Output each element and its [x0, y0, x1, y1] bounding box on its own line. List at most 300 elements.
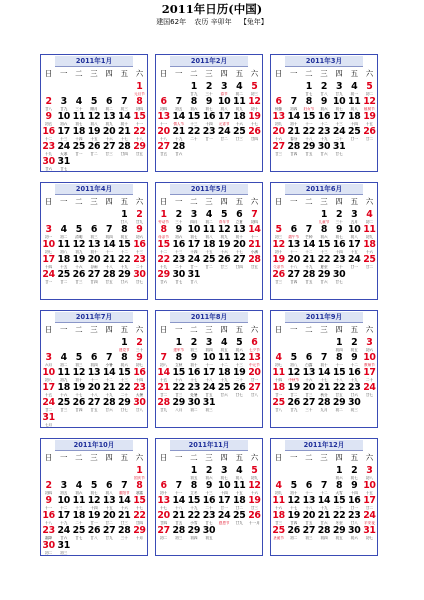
day-cell[interactable]	[286, 255, 301, 270]
day-cell[interactable]	[301, 368, 316, 383]
day-cell[interactable]	[102, 353, 117, 368]
day-cell[interactable]	[247, 481, 262, 496]
day-cell[interactable]	[217, 481, 232, 496]
day-cell[interactable]	[156, 142, 171, 157]
day-cell[interactable]	[217, 225, 232, 240]
day-cell[interactable]	[132, 97, 147, 112]
day-cell[interactable]	[232, 481, 247, 496]
day-cell[interactable]	[171, 112, 186, 127]
day-cell[interactable]	[102, 511, 117, 526]
day-cell[interactable]	[347, 368, 362, 383]
day-cell[interactable]	[117, 225, 132, 240]
day-cell[interactable]	[286, 383, 301, 398]
day-cell[interactable]	[71, 255, 86, 270]
day-cell[interactable]	[156, 97, 171, 112]
day-cell[interactable]	[171, 225, 186, 240]
day-cell[interactable]	[156, 112, 171, 127]
day-cell[interactable]	[271, 112, 286, 127]
day-cell[interactable]	[71, 526, 86, 541]
day-cell[interactable]	[217, 338, 232, 353]
day-cell[interactable]	[362, 82, 377, 97]
day-cell[interactable]	[56, 481, 71, 496]
day-cell[interactable]	[41, 481, 56, 496]
day-cell[interactable]	[132, 466, 147, 481]
day-cell[interactable]	[301, 142, 316, 157]
day-cell[interactable]	[301, 398, 316, 413]
day-cell[interactable]	[217, 82, 232, 97]
day-cell[interactable]	[41, 511, 56, 526]
day-cell[interactable]	[247, 240, 262, 255]
day-cell[interactable]	[232, 466, 247, 481]
day-cell[interactable]	[86, 225, 101, 240]
day-cell[interactable]	[71, 481, 86, 496]
day-cell[interactable]	[56, 496, 71, 511]
day-cell[interactable]	[316, 112, 331, 127]
day-cell[interactable]	[186, 526, 201, 541]
day-cell[interactable]	[186, 353, 201, 368]
day-cell[interactable]	[362, 112, 377, 127]
day-cell[interactable]	[271, 97, 286, 112]
day-cell[interactable]	[86, 496, 101, 511]
day-cell[interactable]	[86, 255, 101, 270]
day-cell[interactable]	[247, 127, 262, 142]
day-cell[interactable]	[301, 496, 316, 511]
day-cell[interactable]	[247, 368, 262, 383]
day-cell[interactable]	[332, 398, 347, 413]
day-cell[interactable]	[362, 210, 377, 225]
day-cell[interactable]	[56, 541, 71, 556]
day-cell[interactable]	[362, 368, 377, 383]
day-cell[interactable]	[217, 368, 232, 383]
day-cell[interactable]	[316, 82, 331, 97]
day-cell[interactable]	[362, 526, 377, 541]
day-cell[interactable]	[132, 481, 147, 496]
day-cell[interactable]	[316, 398, 331, 413]
day-cell[interactable]	[332, 496, 347, 511]
day-cell[interactable]	[362, 383, 377, 398]
day-cell[interactable]	[316, 368, 331, 383]
day-cell[interactable]	[201, 383, 216, 398]
day-cell[interactable]	[332, 240, 347, 255]
day-cell[interactable]	[347, 240, 362, 255]
day-cell[interactable]	[201, 353, 216, 368]
day-cell[interactable]	[247, 353, 262, 368]
day-cell[interactable]	[217, 127, 232, 142]
day-cell[interactable]	[71, 353, 86, 368]
day-cell[interactable]	[316, 225, 331, 240]
day-cell[interactable]	[56, 398, 71, 413]
day-cell[interactable]	[347, 383, 362, 398]
day-cell[interactable]	[71, 368, 86, 383]
day-cell[interactable]	[301, 383, 316, 398]
day-cell[interactable]	[362, 97, 377, 112]
day-cell[interactable]	[171, 240, 186, 255]
day-cell[interactable]	[171, 383, 186, 398]
day-cell[interactable]	[316, 240, 331, 255]
day-cell[interactable]	[217, 210, 232, 225]
day-cell[interactable]	[301, 255, 316, 270]
day-cell[interactable]	[217, 97, 232, 112]
day-cell[interactable]	[286, 511, 301, 526]
day-cell[interactable]	[171, 142, 186, 157]
day-cell[interactable]	[186, 112, 201, 127]
day-cell[interactable]	[247, 210, 262, 225]
day-cell[interactable]	[186, 82, 201, 97]
day-cell[interactable]	[332, 383, 347, 398]
day-cell[interactable]	[86, 142, 101, 157]
day-cell[interactable]	[171, 338, 186, 353]
day-cell[interactable]	[247, 82, 262, 97]
day-cell[interactable]	[362, 225, 377, 240]
day-cell[interactable]	[201, 368, 216, 383]
day-cell[interactable]	[41, 240, 56, 255]
day-cell[interactable]	[201, 240, 216, 255]
day-cell[interactable]	[332, 210, 347, 225]
day-cell[interactable]	[132, 383, 147, 398]
day-cell[interactable]	[71, 270, 86, 285]
day-cell[interactable]	[41, 541, 56, 556]
day-cell[interactable]	[362, 127, 377, 142]
day-cell[interactable]	[132, 127, 147, 142]
day-cell[interactable]	[132, 338, 147, 353]
day-cell[interactable]	[232, 127, 247, 142]
day-cell[interactable]	[332, 142, 347, 157]
day-cell[interactable]	[201, 210, 216, 225]
day-cell[interactable]	[132, 255, 147, 270]
day-cell[interactable]	[332, 353, 347, 368]
day-cell[interactable]	[71, 496, 86, 511]
day-cell[interactable]	[171, 127, 186, 142]
day-cell[interactable]	[102, 398, 117, 413]
day-cell[interactable]	[102, 142, 117, 157]
day-cell[interactable]	[347, 112, 362, 127]
day-cell[interactable]	[347, 466, 362, 481]
day-cell[interactable]	[286, 368, 301, 383]
day-cell[interactable]	[347, 511, 362, 526]
day-cell[interactable]	[132, 270, 147, 285]
day-cell[interactable]	[71, 127, 86, 142]
day-cell[interactable]	[271, 496, 286, 511]
day-cell[interactable]	[201, 97, 216, 112]
day-cell[interactable]	[117, 255, 132, 270]
day-cell[interactable]	[232, 338, 247, 353]
day-cell[interactable]	[301, 112, 316, 127]
day-cell[interactable]	[102, 97, 117, 112]
day-cell[interactable]	[132, 142, 147, 157]
day-cell[interactable]	[71, 97, 86, 112]
day-cell[interactable]	[332, 270, 347, 285]
day-cell[interactable]	[362, 255, 377, 270]
day-cell[interactable]	[102, 526, 117, 541]
day-cell[interactable]	[332, 127, 347, 142]
day-cell[interactable]	[347, 496, 362, 511]
day-cell[interactable]	[56, 383, 71, 398]
day-cell[interactable]	[271, 481, 286, 496]
day-cell[interactable]	[316, 270, 331, 285]
day-cell[interactable]	[86, 398, 101, 413]
day-cell[interactable]	[232, 112, 247, 127]
day-cell[interactable]	[132, 353, 147, 368]
day-cell[interactable]	[217, 240, 232, 255]
day-cell[interactable]	[362, 511, 377, 526]
day-cell[interactable]	[332, 466, 347, 481]
day-cell[interactable]	[186, 225, 201, 240]
day-cell[interactable]	[132, 526, 147, 541]
day-cell[interactable]	[41, 270, 56, 285]
day-cell[interactable]	[316, 496, 331, 511]
day-cell[interactable]	[186, 255, 201, 270]
day-cell[interactable]	[56, 142, 71, 157]
day-cell[interactable]	[271, 398, 286, 413]
day-cell[interactable]	[71, 398, 86, 413]
day-cell[interactable]	[271, 142, 286, 157]
day-cell[interactable]	[86, 270, 101, 285]
day-cell[interactable]	[362, 466, 377, 481]
day-cell[interactable]	[186, 210, 201, 225]
day-cell[interactable]	[286, 270, 301, 285]
day-cell[interactable]	[186, 338, 201, 353]
day-cell[interactable]	[156, 511, 171, 526]
day-cell[interactable]	[132, 368, 147, 383]
day-cell[interactable]	[186, 240, 201, 255]
day-cell[interactable]	[56, 353, 71, 368]
day-cell[interactable]	[362, 240, 377, 255]
day-cell[interactable]	[41, 526, 56, 541]
day-cell[interactable]	[156, 210, 171, 225]
day-cell[interactable]	[156, 383, 171, 398]
day-cell[interactable]	[347, 127, 362, 142]
day-cell[interactable]	[156, 127, 171, 142]
day-cell[interactable]	[232, 210, 247, 225]
day-cell[interactable]	[56, 270, 71, 285]
day-cell[interactable]	[301, 353, 316, 368]
day-cell[interactable]	[301, 97, 316, 112]
day-cell[interactable]	[286, 481, 301, 496]
day-cell[interactable]	[201, 338, 216, 353]
day-cell[interactable]	[347, 481, 362, 496]
day-cell[interactable]	[102, 496, 117, 511]
day-cell[interactable]	[86, 511, 101, 526]
day-cell[interactable]	[86, 240, 101, 255]
day-cell[interactable]	[217, 466, 232, 481]
day-cell[interactable]	[56, 511, 71, 526]
day-cell[interactable]	[117, 112, 132, 127]
day-cell[interactable]	[41, 413, 56, 428]
day-cell[interactable]	[171, 353, 186, 368]
day-cell[interactable]	[41, 255, 56, 270]
day-cell[interactable]	[347, 398, 362, 413]
day-cell[interactable]	[332, 526, 347, 541]
day-cell[interactable]	[301, 526, 316, 541]
day-cell[interactable]	[316, 127, 331, 142]
day-cell[interactable]	[102, 240, 117, 255]
day-cell[interactable]	[186, 398, 201, 413]
day-cell[interactable]	[347, 255, 362, 270]
day-cell[interactable]	[186, 270, 201, 285]
day-cell[interactable]	[316, 353, 331, 368]
day-cell[interactable]	[271, 270, 286, 285]
day-cell[interactable]	[186, 383, 201, 398]
day-cell[interactable]	[171, 97, 186, 112]
day-cell[interactable]	[347, 225, 362, 240]
day-cell[interactable]	[186, 481, 201, 496]
day-cell[interactable]	[301, 127, 316, 142]
day-cell[interactable]	[56, 127, 71, 142]
day-cell[interactable]	[316, 526, 331, 541]
day-cell[interactable]	[86, 368, 101, 383]
day-cell[interactable]	[156, 225, 171, 240]
day-cell[interactable]	[41, 383, 56, 398]
day-cell[interactable]	[117, 383, 132, 398]
day-cell[interactable]	[301, 481, 316, 496]
day-cell[interactable]	[247, 225, 262, 240]
day-cell[interactable]	[271, 225, 286, 240]
day-cell[interactable]	[316, 383, 331, 398]
day-cell[interactable]	[132, 82, 147, 97]
day-cell[interactable]	[347, 338, 362, 353]
day-cell[interactable]	[86, 383, 101, 398]
day-cell[interactable]	[271, 127, 286, 142]
day-cell[interactable]	[41, 225, 56, 240]
day-cell[interactable]	[156, 368, 171, 383]
day-cell[interactable]	[201, 466, 216, 481]
day-cell[interactable]	[86, 353, 101, 368]
day-cell[interactable]	[171, 210, 186, 225]
day-cell[interactable]	[217, 496, 232, 511]
day-cell[interactable]	[156, 526, 171, 541]
day-cell[interactable]	[201, 511, 216, 526]
day-cell[interactable]	[362, 338, 377, 353]
day-cell[interactable]	[117, 338, 132, 353]
day-cell[interactable]	[232, 496, 247, 511]
day-cell[interactable]	[171, 511, 186, 526]
day-cell[interactable]	[247, 338, 262, 353]
day-cell[interactable]	[301, 225, 316, 240]
day-cell[interactable]	[132, 496, 147, 511]
day-cell[interactable]	[71, 383, 86, 398]
day-cell[interactable]	[247, 255, 262, 270]
day-cell[interactable]	[117, 496, 132, 511]
day-cell[interactable]	[41, 353, 56, 368]
day-cell[interactable]	[316, 255, 331, 270]
day-cell[interactable]	[332, 225, 347, 240]
day-cell[interactable]	[56, 255, 71, 270]
day-cell[interactable]	[171, 398, 186, 413]
day-cell[interactable]	[332, 97, 347, 112]
day-cell[interactable]	[286, 496, 301, 511]
day-cell[interactable]	[86, 127, 101, 142]
day-cell[interactable]	[102, 383, 117, 398]
day-cell[interactable]	[347, 97, 362, 112]
day-cell[interactable]	[186, 496, 201, 511]
day-cell[interactable]	[332, 255, 347, 270]
day-cell[interactable]	[171, 481, 186, 496]
day-cell[interactable]	[201, 82, 216, 97]
day-cell[interactable]	[286, 398, 301, 413]
day-cell[interactable]	[132, 511, 147, 526]
day-cell[interactable]	[56, 97, 71, 112]
day-cell[interactable]	[301, 270, 316, 285]
day-cell[interactable]	[347, 526, 362, 541]
day-cell[interactable]	[232, 383, 247, 398]
day-cell[interactable]	[362, 481, 377, 496]
day-cell[interactable]	[132, 240, 147, 255]
day-cell[interactable]	[332, 82, 347, 97]
day-cell[interactable]	[232, 97, 247, 112]
day-cell[interactable]	[362, 353, 377, 368]
day-cell[interactable]	[56, 225, 71, 240]
day-cell[interactable]	[86, 526, 101, 541]
day-cell[interactable]	[247, 383, 262, 398]
day-cell[interactable]	[171, 496, 186, 511]
day-cell[interactable]	[232, 368, 247, 383]
day-cell[interactable]	[156, 496, 171, 511]
day-cell[interactable]	[117, 210, 132, 225]
day-cell[interactable]	[117, 481, 132, 496]
day-cell[interactable]	[171, 270, 186, 285]
day-cell[interactable]	[132, 398, 147, 413]
day-cell[interactable]	[102, 481, 117, 496]
day-cell[interactable]	[201, 127, 216, 142]
day-cell[interactable]	[102, 255, 117, 270]
day-cell[interactable]	[117, 142, 132, 157]
day-cell[interactable]	[117, 526, 132, 541]
day-cell[interactable]	[201, 112, 216, 127]
day-cell[interactable]	[232, 240, 247, 255]
day-cell[interactable]	[71, 112, 86, 127]
day-cell[interactable]	[347, 82, 362, 97]
day-cell[interactable]	[171, 368, 186, 383]
day-cell[interactable]	[117, 270, 132, 285]
day-cell[interactable]	[71, 511, 86, 526]
day-cell[interactable]	[332, 112, 347, 127]
day-cell[interactable]	[286, 225, 301, 240]
day-cell[interactable]	[117, 127, 132, 142]
day-cell[interactable]	[86, 97, 101, 112]
day-cell[interactable]	[301, 82, 316, 97]
day-cell[interactable]	[41, 157, 56, 172]
day-cell[interactable]	[232, 82, 247, 97]
day-cell[interactable]	[347, 353, 362, 368]
day-cell[interactable]	[71, 142, 86, 157]
day-cell[interactable]	[156, 398, 171, 413]
day-cell[interactable]	[71, 225, 86, 240]
day-cell[interactable]	[156, 481, 171, 496]
day-cell[interactable]	[171, 526, 186, 541]
day-cell[interactable]	[156, 240, 171, 255]
day-cell[interactable]	[186, 127, 201, 142]
day-cell[interactable]	[286, 240, 301, 255]
day-cell[interactable]	[271, 368, 286, 383]
day-cell[interactable]	[41, 142, 56, 157]
day-cell[interactable]	[132, 225, 147, 240]
day-cell[interactable]	[217, 511, 232, 526]
day-cell[interactable]	[316, 142, 331, 157]
day-cell[interactable]	[332, 338, 347, 353]
day-cell[interactable]	[41, 496, 56, 511]
day-cell[interactable]	[56, 157, 71, 172]
day-cell[interactable]	[232, 225, 247, 240]
day-cell[interactable]	[117, 368, 132, 383]
day-cell[interactable]	[316, 97, 331, 112]
day-cell[interactable]	[271, 240, 286, 255]
day-cell[interactable]	[132, 112, 147, 127]
day-cell[interactable]	[56, 112, 71, 127]
day-cell[interactable]	[41, 368, 56, 383]
day-cell[interactable]	[286, 112, 301, 127]
day-cell[interactable]	[232, 255, 247, 270]
day-cell[interactable]	[286, 97, 301, 112]
